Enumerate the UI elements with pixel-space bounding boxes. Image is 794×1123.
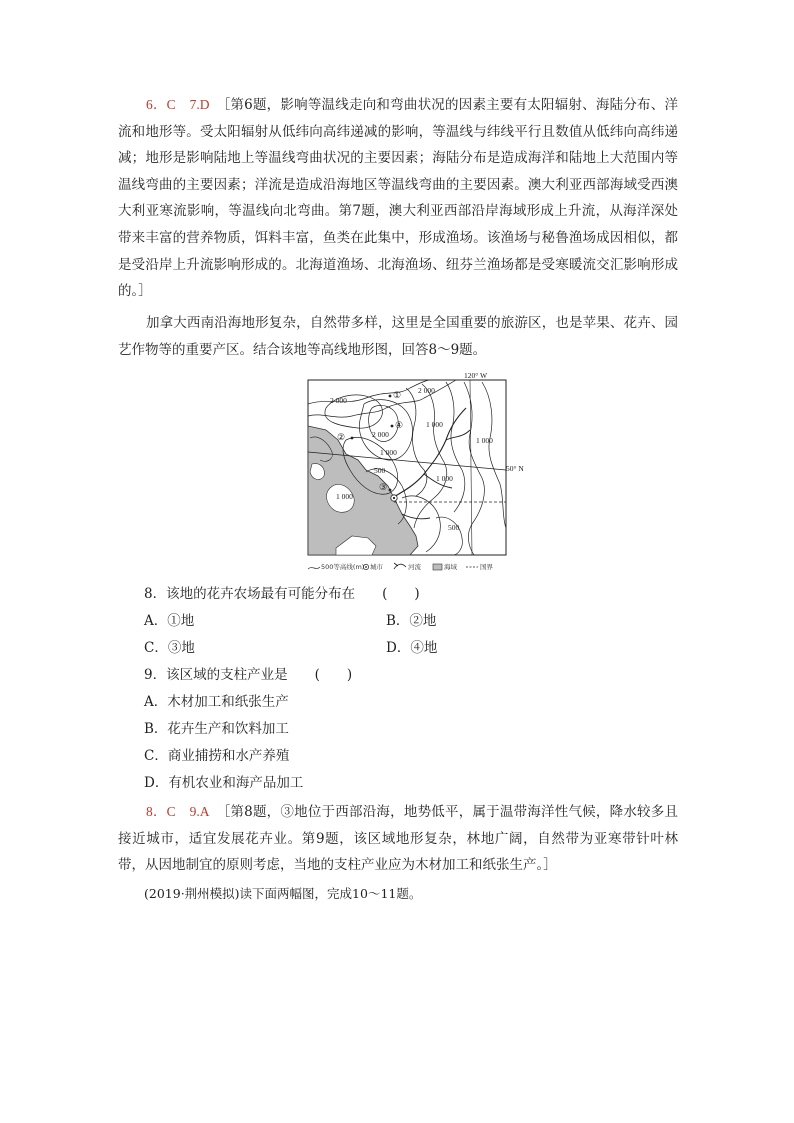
contour-label: 2 000 — [372, 430, 389, 439]
question-8-option-b[interactable]: B．②地 — [386, 613, 437, 629]
legend-sea-text: 海域 — [444, 563, 457, 571]
contour-map — [306, 368, 524, 573]
question-9-option-a[interactable]: A．木材加工和纸张生产 — [144, 694, 289, 710]
question-intro-10-11: (2019·荆州模拟)读下面两幅图，完成10～11题。 — [144, 886, 422, 901]
legend-border-text: 国界 — [480, 563, 493, 571]
legend-city-text: 城市 — [370, 563, 383, 571]
marker-3: ③ — [379, 482, 388, 492]
answer-8: 8．C — [146, 804, 176, 819]
answer-9: 9.A — [189, 804, 210, 819]
explanation-6-7-text: ［第6题，影响等温线走向和弯曲状况的因素主要有太阳辐射、海陆分布、洋流和地形等。受太阳辐射从低纬向高纬递减的影响，等温线与纬线平行且数值从低纬向高纬递减；地形是影响陆地上等温线弯曲状况的主要因素；海陆分布是造成海洋和陆地上大范围内等温线弯曲的主要因素；洋流是造成沿海地区等温线弯曲的主要因素。澳大利亚西部海域受西澳大利亚寒流影响，等温线向北弯曲。第7题，澳大利亚西部沿岸海域形成上升流，从海洋深处带来丰富的营养物质，饵料丰富，鱼类在此集中，形成渔场。该渔场与秘鲁渔场成因相似，都是受沿岸上升流影响形成的。北海道渔场、北海渔场、纽芬兰渔场都是受寒暖流交汇影响形成的。］ — [118, 97, 678, 300]
question-9-option-b[interactable]: B．花卉生产和饮料加工 — [144, 721, 289, 737]
contour-label: 500 — [448, 523, 460, 532]
legend-river-text: 河流 — [408, 563, 421, 571]
contour-label: 2 000 — [418, 386, 435, 395]
contour-label: 1 000 — [476, 436, 493, 445]
question-intro-8-9: 加拿大西南沿海地形复杂，自然带多样，这里是全国重要的旅游区，也是苹果、花卉、园艺作物等的重要产区。结合该地等高线地形图，回答8～9题。 — [118, 315, 678, 358]
longitude-label: 120° W — [464, 371, 488, 380]
question-8-option-d[interactable]: D．④地 — [386, 640, 438, 656]
explanation-8-9-text: ［第8题，③地位于西部沿海，地势低平，属于温带海洋性气候，降水较多且接近城市，适宜发展花卉业。第9题，该区域地形复杂，林地广阔，自然带为亚寒带针叶林带，从因地制宜的原则考虑，当地的支柱产业应为木材加工和纸张生产。］ — [118, 804, 678, 874]
question-9-option-c[interactable]: C．商业捕捞和水产养殖 — [144, 748, 290, 764]
answer-explanation-6-7 — [118, 92, 678, 305]
contour-label: 1 000 — [336, 492, 353, 501]
marker-4: ④ — [395, 420, 404, 430]
latitude-label: 50° N — [506, 464, 524, 473]
marker-2: ② — [337, 432, 346, 442]
question-9-stem: 9．该区域的支柱产业是 ( ) — [144, 667, 353, 683]
question-8-option-a[interactable]: A．①地 — [144, 613, 195, 629]
answer-6: 6．C — [146, 97, 176, 112]
answer-7: 7.D — [189, 97, 210, 112]
question-9-option-d[interactable]: D．有机农业和海产品加工 — [144, 775, 304, 791]
answer-explanation-8-9 — [118, 799, 678, 879]
legend-contour-text: 500等高线(m) — [321, 563, 365, 571]
contour-label: 2 000 — [330, 396, 347, 405]
contour-label: 1 000 — [380, 448, 397, 457]
contour-label: 500 — [374, 466, 386, 475]
contour-label: 1 000 — [426, 420, 443, 429]
contour-label: 1 000 — [436, 474, 453, 483]
question-8-option-c[interactable]: C．③地 — [144, 640, 195, 656]
map-legend — [306, 560, 516, 574]
question-8-stem: 8．该地的花卉农场最有可能分布在 ( ) — [144, 586, 420, 602]
marker-1: ① — [393, 390, 402, 400]
